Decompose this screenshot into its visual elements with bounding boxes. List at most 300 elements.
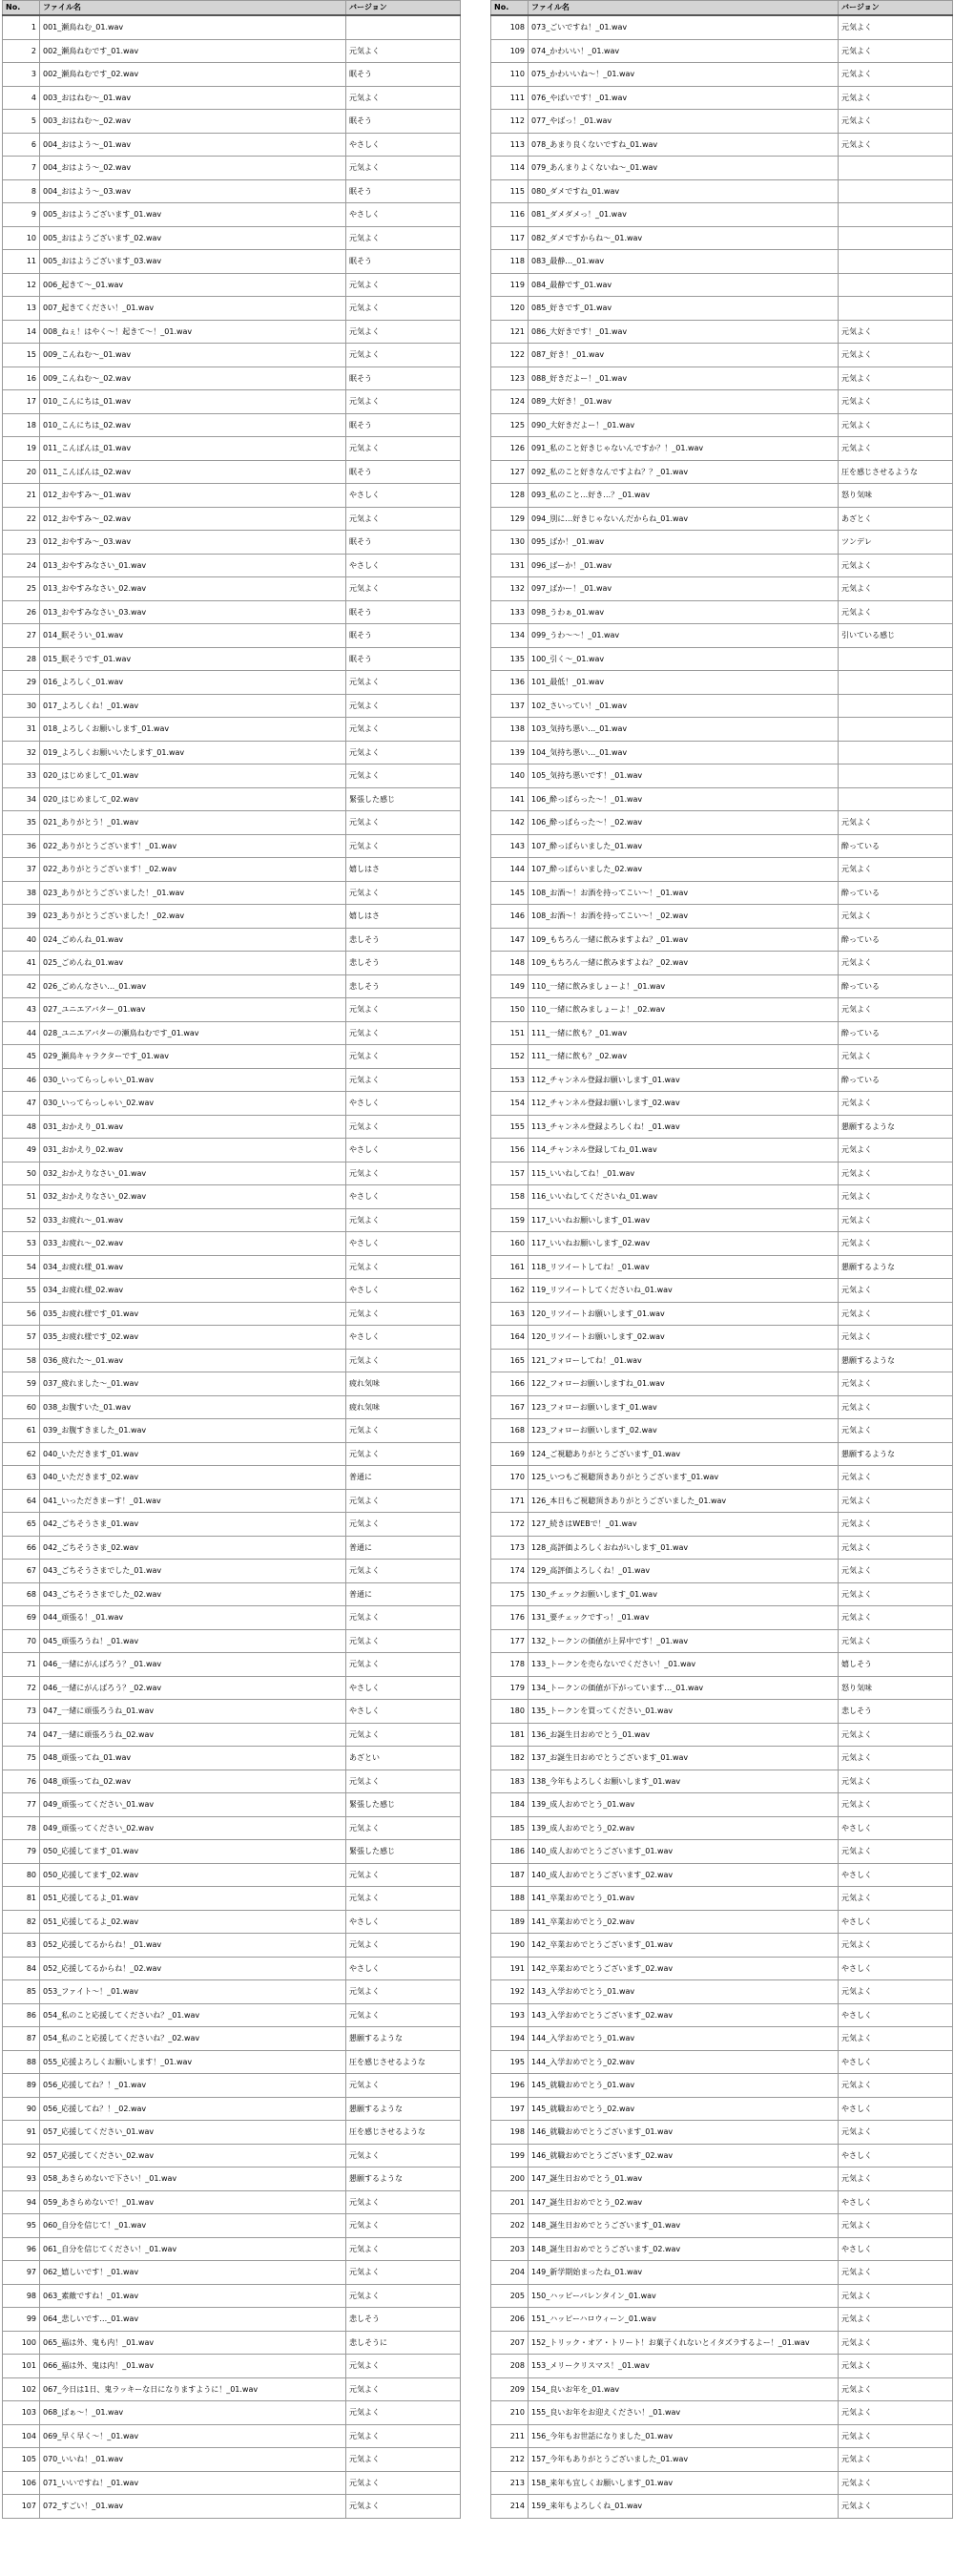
version: 元気よく [839,2471,953,2495]
file-name: 126_本日もご視聴頂きありがとうございました_01.wav [529,1489,839,1513]
table-row [491,2331,953,2355]
file-name: 066_福は外、鬼は内！_01.wav [40,2355,346,2378]
table-row [3,952,461,975]
table-row [491,1793,953,1817]
table-row [491,1302,953,1326]
row-number: 108 [491,15,529,39]
version: 酔っている [839,1068,953,1092]
version: 元気よく [346,1162,461,1185]
version: 元気よく [346,2074,461,2098]
version: 元気よく [346,1653,461,1677]
file-name: 078_あまり良くないですね_01.wav [529,133,839,157]
table-row [3,1279,461,1303]
row-number: 172 [491,1513,529,1537]
row-number: 21 [3,484,40,508]
table-row [3,2448,461,2472]
file-name: 088_好きだよー！_01.wav [529,367,839,390]
file-name: 143_入学おめでとう_01.wav [529,1980,839,2004]
version: 元気よく [346,2237,461,2261]
table-row [3,1232,461,1256]
table-row [491,1863,953,1887]
version: 元気よく [839,39,953,63]
table-row [3,1653,461,1677]
row-number: 60 [3,1395,40,1419]
version: 元気よく [346,226,461,250]
row-number: 175 [491,1582,529,1606]
table-row [491,694,953,718]
table-row [3,1863,461,1887]
version: 元気よく [839,1770,953,1793]
row-number: 196 [491,2074,529,2098]
file-name: 014_眠そうい_01.wav [40,624,346,648]
row-number: 150 [491,998,529,1022]
file-name: 020_はじめまして_02.wav [40,787,346,811]
file-name: 109_もちろん一緒に飲みますよね？_01.wav [529,928,839,952]
row-number: 79 [3,1840,40,1864]
file-name: 140_成人おめでとうございます_02.wav [529,1863,839,1887]
version: 元気よく [839,1723,953,1747]
table-header-row [3,1,461,16]
version: 元気よく [839,2448,953,2472]
row-number: 115 [491,179,529,203]
version: 元気よく [346,86,461,110]
table-row [3,1139,461,1162]
version [839,647,953,671]
row-number: 116 [491,203,529,227]
file-name: 148_誕生日おめでとうございます_01.wav [529,2214,839,2238]
table-row [491,577,953,601]
table-row [3,1582,461,1606]
row-number: 47 [3,1092,40,1116]
row-number: 89 [3,2074,40,2098]
version: 元気よく [839,858,953,882]
row-number: 30 [3,694,40,718]
file-name: 114_チャンネル登録してね_01.wav [529,1139,839,1162]
version: 懇願するような [839,1115,953,1139]
table-row [491,2355,953,2378]
version: 元気よく [346,811,461,835]
row-number: 62 [3,1442,40,1466]
row-number: 185 [491,1816,529,1840]
file-name: 082_ダメですからね〜_01.wav [529,226,839,250]
table-row [491,507,953,531]
row-number: 24 [3,554,40,577]
table-row [3,1442,461,1466]
row-number: 56 [3,1302,40,1326]
version: 元気よく [839,2027,953,2051]
version: 元気よく [839,367,953,390]
version: やさしく [346,554,461,577]
file-name: 123_フォローお願いします_02.wav [529,1419,839,1443]
table-row [491,1489,953,1513]
version: 元気よく [839,1466,953,1490]
file-name: 142_卒業おめでとうございます_01.wav [529,1934,839,1958]
version [839,694,953,718]
row-number: 74 [3,1723,40,1747]
table-row [491,203,953,227]
file-name: 106_酔っぱらった〜！_01.wav [529,787,839,811]
table-row [3,2355,461,2378]
file-name: 135_トークンを買ってください_01.wav [529,1700,839,1724]
version: やさしく [346,1326,461,1350]
file-name: 036_疲れた〜_01.wav [40,1349,346,1372]
row-number: 210 [491,2401,529,2425]
version: やさしく [839,2097,953,2121]
file-name: 111_一緒に飲も？_02.wav [529,1045,839,1069]
version: 元気よく [839,811,953,835]
row-number: 156 [491,1139,529,1162]
version: やさしく [346,1092,461,1116]
version: やさしく [346,484,461,508]
version: 眠そう [346,367,461,390]
row-number: 128 [491,484,529,508]
version: 元気よく [839,2168,953,2191]
table-row [3,1840,461,1864]
file-name: 150_ハッピーバレンタイン_01.wav [529,2284,839,2308]
file-name: 068_ばぁ〜！_01.wav [40,2401,346,2425]
table-row [491,1629,953,1653]
row-number: 92 [3,2144,40,2168]
version: 元気よく [839,2074,953,2098]
file-name: 012_おやすみ〜_02.wav [40,507,346,531]
file-name: 103_気持ち悪い…_01.wav [529,718,839,742]
version: 元気よく [346,1606,461,1630]
version [839,718,953,742]
version: 元気よく [346,1045,461,1069]
row-number: 129 [491,507,529,531]
file-name: 015_眠そうです_01.wav [40,647,346,671]
table-row [491,226,953,250]
file-name: 044_頑張る！_01.wav [40,1606,346,1630]
version [839,203,953,227]
row-number: 144 [491,858,529,882]
file-name: 140_成人おめでとうございます_01.wav [529,1840,839,1864]
file-name: 032_おかえりなさい_01.wav [40,1162,346,1185]
row-number: 42 [3,974,40,998]
file-name: 081_ダメダメっ！_01.wav [529,203,839,227]
file-name: 046_一緒にがんばろう？_02.wav [40,1676,346,1700]
table-row [3,2050,461,2074]
file-name: 026_ごめんなさい…_01.wav [40,974,346,998]
version: 怒り気味 [839,1676,953,1700]
file-name: 062_嬉しいです！_01.wav [40,2261,346,2285]
version: 元気よく [839,1887,953,1911]
table-row [491,2190,953,2214]
table-row [3,1162,461,1185]
version: やさしく [346,1185,461,1209]
row-number: 51 [3,1185,40,1209]
table-row [491,1395,953,1419]
table-row [491,484,953,508]
table-row [491,2495,953,2519]
file-name: 089_大好き！_01.wav [529,390,839,414]
file-table-right [490,0,953,2519]
table-row [491,928,953,952]
table-row [3,179,461,203]
table-row [3,2284,461,2308]
table-row [491,952,953,975]
table-row [3,2168,461,2191]
table-row [491,297,953,321]
version: 元気よく [346,1816,461,1840]
file-name: 096_ばーか！_01.wav [529,554,839,577]
version: 眠そう [346,63,461,87]
table-row [3,1934,461,1958]
version: 元気よく [346,437,461,461]
version: 懇願するような [346,2027,461,2051]
file-name: 056_応援してね？！_01.wav [40,2074,346,2098]
file-name: 087_好き！_01.wav [529,344,839,367]
row-number: 13 [3,297,40,321]
table-row [3,2190,461,2214]
row-number: 109 [491,39,529,63]
version: 嬉しはさ [346,905,461,929]
file-name: 110_一緒に飲みましょーよ！_02.wav [529,998,839,1022]
version: あざとい [346,1747,461,1770]
file-name: 142_卒業おめでとうございます_02.wav [529,1957,839,1980]
file-name: 151_ハッピーハロウィーン_01.wav [529,2308,839,2332]
file-name: 076_やばいです！_01.wav [529,86,839,110]
table-row [3,1115,461,1139]
row-number: 183 [491,1770,529,1793]
table-row [3,367,461,390]
file-name: 049_頑張ってください_01.wav [40,1793,346,1817]
table-row [491,2377,953,2401]
file-name: 054_私のこと応援してくださいね？_02.wav [40,2027,346,2051]
table-row [3,974,461,998]
row-number: 174 [491,1560,529,1583]
version: 元気よく [346,764,461,788]
file-name: 094_別に…好きじゃないんだからね_01.wav [529,507,839,531]
version: 元気よく [346,273,461,297]
header-file: ファイル名 [529,1,839,16]
file-name: 118_リツイートしてね！_01.wav [529,1255,839,1279]
version: 元気よく [346,297,461,321]
version: 悲しそう [346,928,461,952]
row-number: 41 [3,952,40,975]
table-row [491,834,953,858]
row-number: 43 [3,998,40,1022]
version: 緊張した感じ [346,1793,461,1817]
version: 元気よく [346,2144,461,2168]
file-name: 120_リツイートお願いします_02.wav [529,1326,839,1350]
version: 元気よく [839,554,953,577]
file-name: 108_お酒〜！お酒を持ってこい〜！_02.wav [529,905,839,929]
version: 元気よく [346,2355,461,2378]
row-number: 17 [3,390,40,414]
table-row [3,1957,461,1980]
file-name: 058_あきらめないで下さい！_01.wav [40,2168,346,2191]
row-number: 206 [491,2308,529,2332]
table-row [3,577,461,601]
file-name: 148_誕生日おめでとうございます_02.wav [529,2237,839,2261]
version: 元気よく [346,1068,461,1092]
table-row [491,741,953,764]
table-header-row [491,1,953,16]
file-name: 071_いいですね！_01.wav [40,2471,346,2495]
file-name: 056_応援してね？！_02.wav [40,2097,346,2121]
file-name: 117_いいねお願いします_02.wav [529,1232,839,1256]
file-name: 065_福は外、鬼も内！_01.wav [40,2331,346,2355]
row-number: 176 [491,1606,529,1630]
file-name: 064_悲しいです…_01.wav [40,2308,346,2332]
table-row [491,157,953,180]
table-row [491,718,953,742]
version: 元気よく [839,998,953,1022]
version: 元気よく [346,1513,461,1537]
row-number: 165 [491,1349,529,1372]
version [839,787,953,811]
row-number: 31 [3,718,40,742]
table-row [3,86,461,110]
table-row [491,624,953,648]
row-number: 50 [3,1162,40,1185]
file-name: 013_おやすみなさい_01.wav [40,554,346,577]
row-number: 45 [3,1045,40,1069]
version: 元気よく [839,2121,953,2145]
row-number: 117 [491,226,529,250]
file-name: 035_お疲れ様です_01.wav [40,1302,346,1326]
table-row [3,2003,461,2027]
row-number: 66 [3,1536,40,1560]
row-number: 149 [491,974,529,998]
version: 元気よく [346,1560,461,1583]
version: やさしく [346,203,461,227]
file-name: 152_トリック・オア・トリート！お菓子くれないとイタズラするよー！_01.wav [529,2331,839,2355]
version: 元気よく [839,1934,953,1958]
row-number: 199 [491,2144,529,2168]
version: 元気よく [839,15,953,39]
file-name: 060_自分を信じて！_01.wav [40,2214,346,2238]
table-row [491,133,953,157]
table-row [3,2401,461,2425]
file-name: 123_フォローお願いします_01.wav [529,1395,839,1419]
table-row [491,881,953,905]
table-row [491,1349,953,1372]
row-number: 91 [3,2121,40,2145]
table-row [3,2144,461,2168]
table-row [3,1185,461,1209]
version: 元気よく [839,1606,953,1630]
row-number: 33 [3,764,40,788]
table-row [3,203,461,227]
row-number: 11 [3,250,40,274]
table-row [3,460,461,484]
version: 元気よく [839,2261,953,2285]
row-number: 209 [491,2377,529,2401]
file-name: 023_ありがとうございました！_01.wav [40,881,346,905]
version: 元気よく [346,671,461,695]
row-number: 120 [491,297,529,321]
row-number: 53 [3,1232,40,1256]
row-number: 148 [491,952,529,975]
version: 元気よく [346,1255,461,1279]
table-row [491,1723,953,1747]
version: 元気よく [839,1793,953,1817]
header-version: バージョン [346,1,461,16]
file-name: 102_さいってい！_01.wav [529,694,839,718]
version: 元気よく [346,1980,461,2004]
table-row [3,2471,461,2495]
version: あざとく [839,507,953,531]
table-row [491,1162,953,1185]
file-name: 013_おやすみなさい_03.wav [40,600,346,624]
table-row [3,2237,461,2261]
table-row [491,1770,953,1793]
file-name: 007_起きてください！_01.wav [40,297,346,321]
row-number: 173 [491,1536,529,1560]
file-name: 033_お疲れ〜_01.wav [40,1208,346,1232]
row-number: 184 [491,1793,529,1817]
version: 元気よく [839,1395,953,1419]
file-name: 035_お疲れ様です_02.wav [40,1326,346,1350]
row-number: 106 [3,2471,40,2495]
version: やさしく [839,2237,953,2261]
file-name: 016_よろしく_01.wav [40,671,346,695]
table-row [3,2027,461,2051]
header-no: No. [3,1,40,16]
table-row [3,1747,461,1770]
header-no: No. [491,1,529,16]
table-row [3,811,461,835]
row-number: 133 [491,600,529,624]
version: やさしく [839,2144,953,2168]
row-number: 136 [491,671,529,695]
table-row [491,1910,953,1934]
file-name: 091_私のこと好きじゃないんですか？！_01.wav [529,437,839,461]
file-name: 149_新学期始まったね_01.wav [529,2261,839,2285]
file-name: 106_酔っぱらった〜！_02.wav [529,811,839,835]
version: 元気よく [839,1139,953,1162]
version: 圧を感じさせるような [346,2050,461,2074]
table-row [491,2097,953,2121]
file-name: 005_おはようございます_03.wav [40,250,346,274]
file-name: 105_気持ち悪いです！_01.wav [529,764,839,788]
table-row [491,671,953,695]
file-name: 046_一緒にがんばろう？_01.wav [40,1653,346,1677]
row-number: 211 [491,2424,529,2448]
version: 元気よく [346,1723,461,1747]
row-number: 159 [491,1208,529,1232]
version: やさしく [839,1957,953,1980]
file-name: 092_私のこと好きなんですよね？？_01.wav [529,460,839,484]
row-number: 202 [491,2214,529,2238]
version: 酔っている [839,974,953,998]
row-number: 138 [491,718,529,742]
table-row [491,1934,953,1958]
table-row [491,1115,953,1139]
table-row [491,2074,953,2098]
version: 元気よく [346,1115,461,1139]
row-number: 155 [491,1115,529,1139]
table-row [491,86,953,110]
table-row [491,1372,953,1396]
table-row [3,413,461,437]
row-number: 40 [3,928,40,952]
table-row [3,1887,461,1911]
file-name: 109_もちろん一緒に飲みますよね？_02.wav [529,952,839,975]
row-number: 18 [3,413,40,437]
row-number: 6 [3,133,40,157]
row-number: 188 [491,1887,529,1911]
file-name: 045_頑張ろうね！_01.wav [40,1629,346,1653]
version: 元気よく [839,2424,953,2448]
version: 元気よく [839,1980,953,2004]
version: 元気よく [346,2401,461,2425]
table-row [3,1606,461,1630]
version: 元気よく [346,1208,461,1232]
version: 元気よく [839,1232,953,1256]
